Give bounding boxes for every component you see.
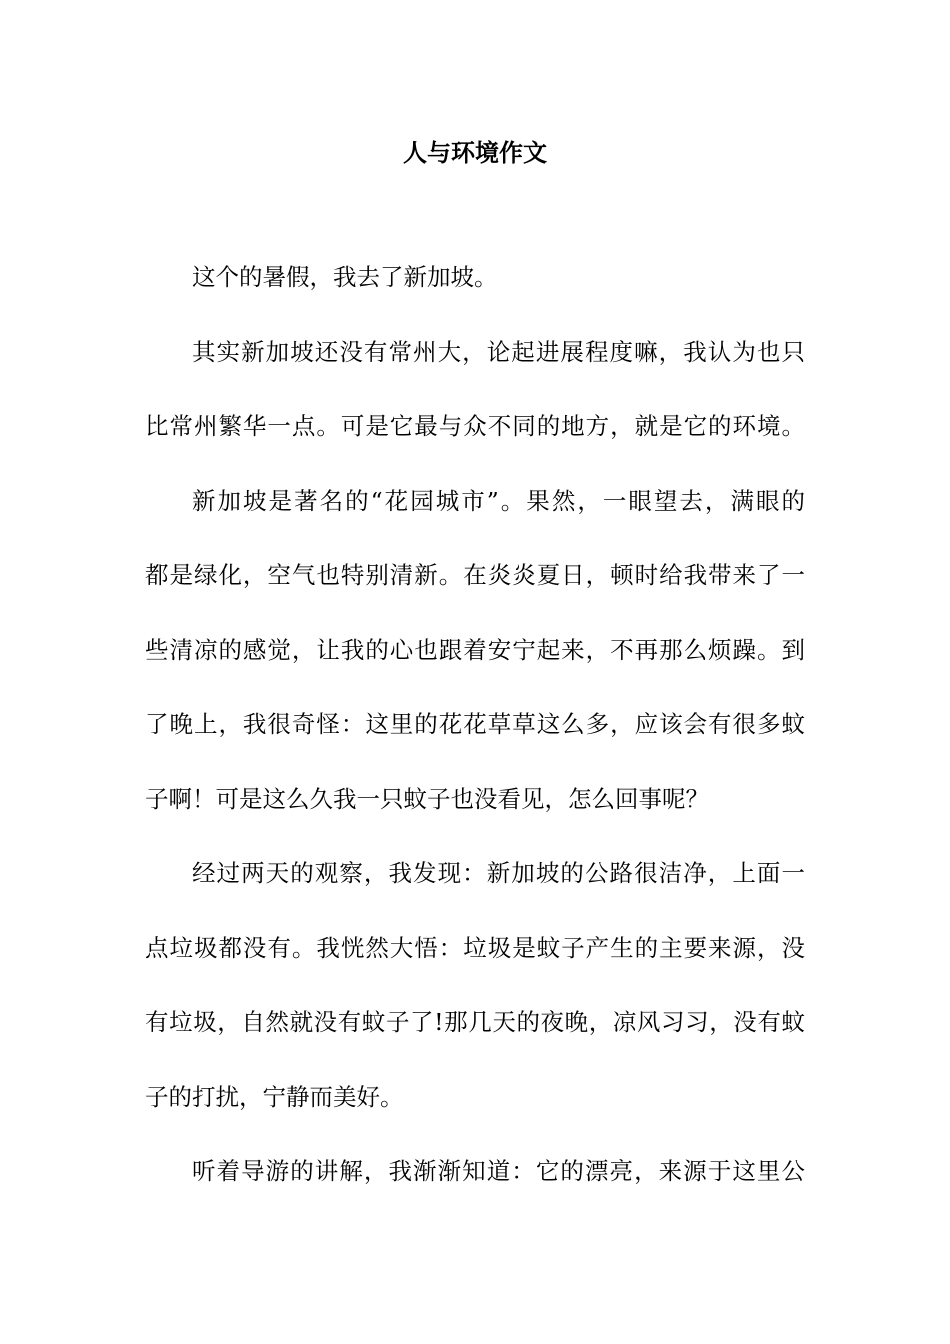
page-title: 人与环境作文: [403, 138, 547, 167]
paragraph-line: 比常州繁华一点。可是它最与众不同的地方，就是它的环境。: [145, 412, 805, 440]
paragraph-line: 了晚上，我很奇怪：这里的花花草草这么多，应该会有很多蚊: [145, 710, 805, 738]
paragraph-line: 其实新加坡还没有常州大，论起进展程度嘛，我认为也只: [192, 338, 805, 366]
paragraph-line: 经过两天的观察，我发现：新加坡的公路很洁净，上面一: [192, 859, 805, 887]
paragraph-line: 新加坡是著名的“花园城市”。果然，一眼望去，满眼的: [192, 487, 805, 515]
paragraph-line: 听着导游的讲解，我渐渐知道：它的漂亮，来源于这里公: [192, 1157, 805, 1185]
paragraph-line: 子啊！可是这么久我一只蚊子也没看见，怎么回事呢？: [145, 785, 709, 813]
paragraph-line: 都是绿化，空气也特别清新。在炎炎夏日，顿时给我带来了一: [145, 561, 805, 589]
paragraph-line: 些清凉的感觉，让我的心也跟着安宁起来，不再那么烦躁。到: [145, 636, 805, 664]
paragraph-line: 子的打扰，宁静而美好。: [145, 1083, 404, 1111]
paragraph-line: 这个的暑假，我去了新加坡。: [192, 263, 498, 291]
paragraph-line: 点垃圾都没有。我恍然大悟：垃圾是蚊子产生的主要来源，没: [145, 934, 805, 962]
paragraph-line: 有垃圾，自然就没有蚊子了!那几天的夜晚，凉风习习，没有蚊: [145, 1008, 805, 1036]
